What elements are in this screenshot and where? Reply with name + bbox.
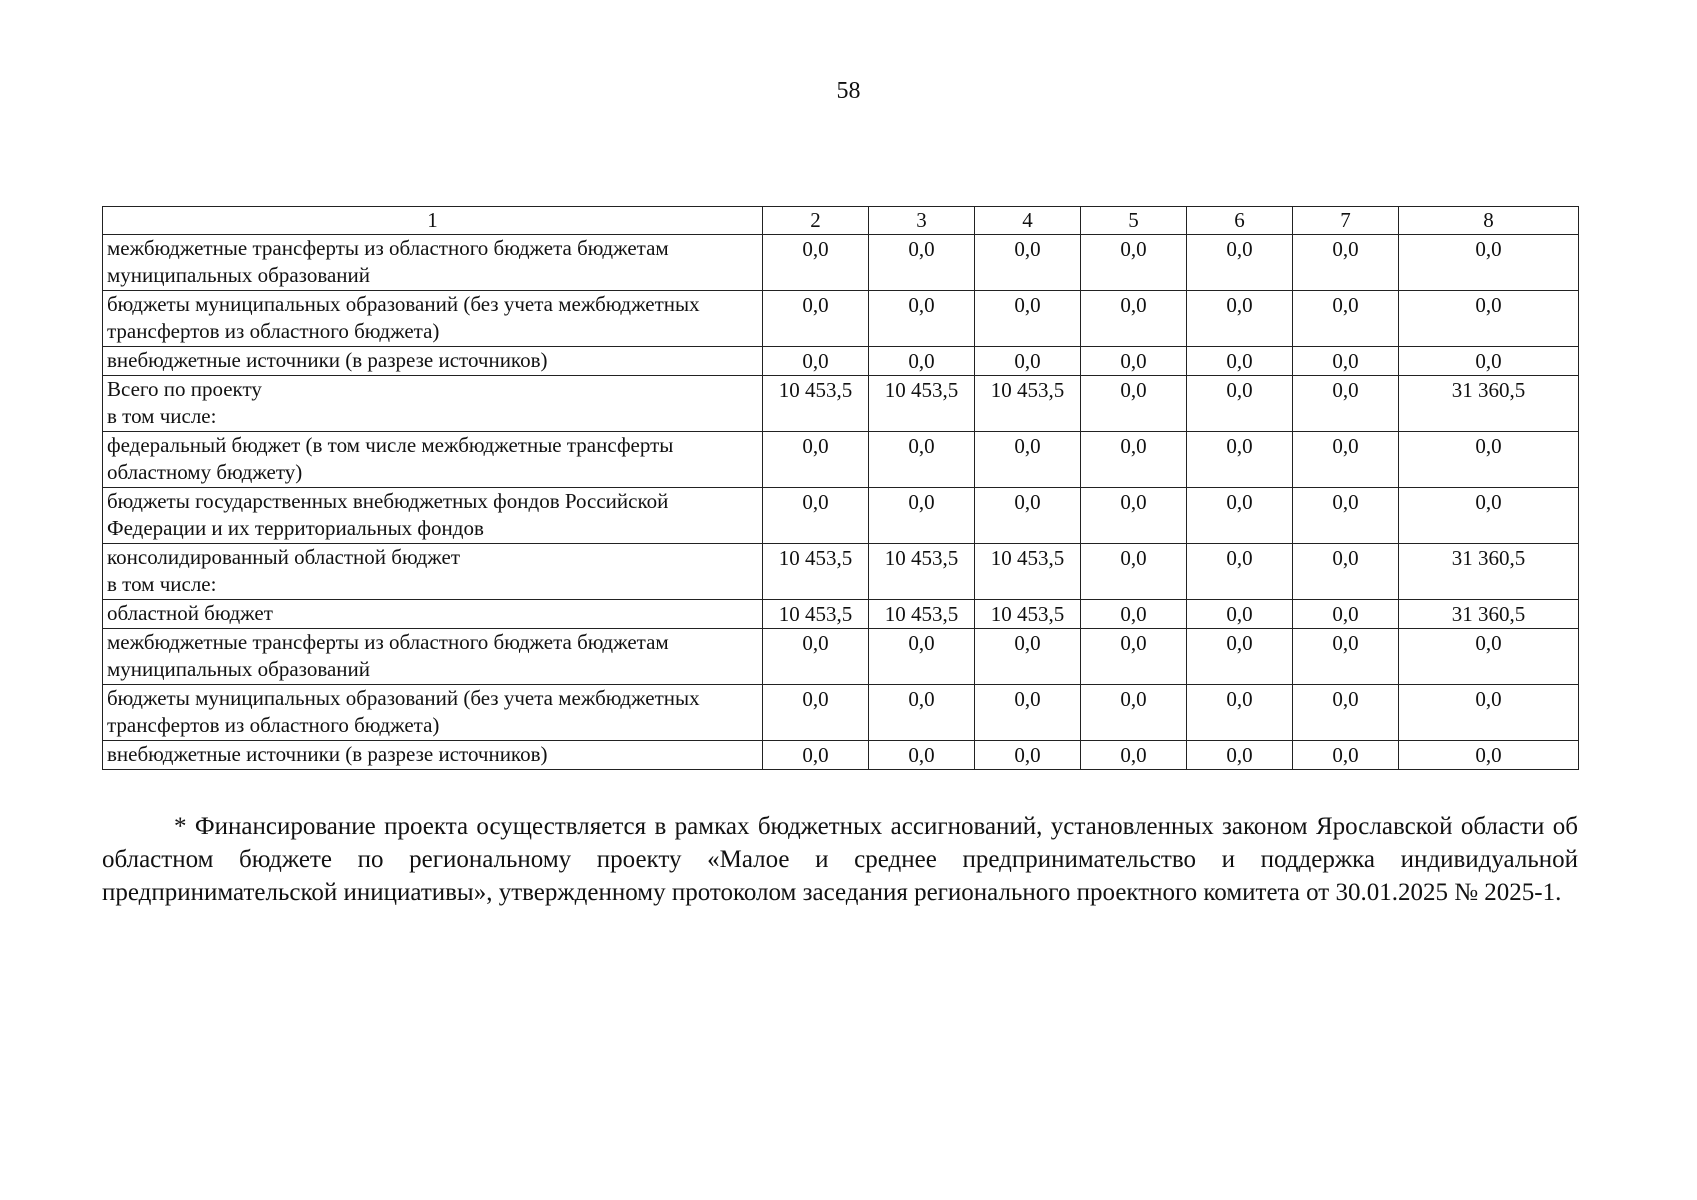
value-cell: 0,0 (1187, 347, 1293, 376)
value-cell: 0,0 (975, 488, 1081, 544)
value-cell: 0,0 (1081, 291, 1187, 347)
value-cell: 0,0 (1081, 235, 1187, 291)
table-row (103, 685, 1579, 741)
row-label: внебюджетные источники (в разрезе источников) (103, 347, 763, 376)
value-cell: 0,0 (763, 291, 869, 347)
row-label: бюджеты муниципальных образований (без учета межбюджетных трансфертов из областного бюджета) (103, 685, 763, 741)
value-cell: 10 453,5 (975, 376, 1081, 432)
value-cell: 0,0 (763, 432, 869, 488)
table-body (103, 235, 1579, 770)
column-header-5: 5 (1081, 207, 1187, 235)
value-cell: 0,0 (869, 685, 975, 741)
value-cell: 0,0 (975, 629, 1081, 685)
financing-table-container (102, 206, 1578, 770)
value-cell: 0,0 (1293, 488, 1399, 544)
table-row (103, 488, 1579, 544)
financing-table (102, 206, 1579, 770)
value-cell: 0,0 (869, 741, 975, 770)
footnote: * Финансирование проекта осуществляется в рамках бюджетных ассигнований, установленных законом Ярославской области об областном бюджете по региональному проекту «Малое и среднее предпринимательство и поддержка индивидуальной предпринимательской инициативы», утвержденному протоколом заседания регионального проектного комитета от 30.01.2025 № 2025-1. (102, 813, 1578, 906)
value-cell: 0,0 (1187, 376, 1293, 432)
value-cell: 0,0 (1187, 600, 1293, 629)
value-cell: 0,0 (1399, 432, 1579, 488)
page-number: 58 (836, 78, 861, 104)
value-cell: 0,0 (1293, 235, 1399, 291)
value-cell: 31 360,5 (1399, 376, 1579, 432)
table-row (103, 741, 1579, 770)
table-row (103, 376, 1579, 432)
value-cell: 0,0 (1293, 741, 1399, 770)
row-label: консолидированный областной бюджет в том числе: (103, 544, 763, 600)
value-cell: 0,0 (975, 432, 1081, 488)
row-label: внебюджетные источники (в разрезе источников) (103, 741, 763, 770)
row-label: бюджеты муниципальных образований (без учета межбюджетных трансфертов из областного бюджета) (103, 291, 763, 347)
value-cell: 0,0 (975, 347, 1081, 376)
value-cell: 0,0 (975, 741, 1081, 770)
row-label: Всего по проекту в том числе: (103, 376, 763, 432)
value-cell: 0,0 (1081, 600, 1187, 629)
value-cell: 0,0 (763, 235, 869, 291)
value-cell: 0,0 (869, 291, 975, 347)
column-header-7: 7 (1293, 207, 1399, 235)
column-header-1: 1 (103, 207, 763, 235)
column-header-2: 2 (763, 207, 869, 235)
value-cell: 10 453,5 (869, 600, 975, 629)
row-label: федеральный бюджет (в том числе межбюджетные трансферты областному бюджету) (103, 432, 763, 488)
value-cell: 0,0 (1399, 235, 1579, 291)
value-cell: 0,0 (1081, 544, 1187, 600)
value-cell: 0,0 (869, 235, 975, 291)
value-cell: 0,0 (1187, 741, 1293, 770)
value-cell: 0,0 (869, 432, 975, 488)
value-cell: 10 453,5 (975, 600, 1081, 629)
value-cell: 0,0 (869, 347, 975, 376)
value-cell: 0,0 (975, 235, 1081, 291)
column-header-8: 8 (1399, 207, 1579, 235)
value-cell: 0,0 (1293, 432, 1399, 488)
value-cell: 31 360,5 (1399, 544, 1579, 600)
value-cell: 0,0 (1081, 432, 1187, 488)
value-cell: 10 453,5 (869, 376, 975, 432)
value-cell: 0,0 (1187, 291, 1293, 347)
value-cell: 0,0 (763, 741, 869, 770)
value-cell: 0,0 (1081, 347, 1187, 376)
value-cell: 0,0 (1081, 488, 1187, 544)
table-row (103, 600, 1579, 629)
value-cell: 0,0 (1187, 432, 1293, 488)
value-cell: 0,0 (869, 488, 975, 544)
value-cell: 0,0 (1187, 629, 1293, 685)
value-cell: 0,0 (763, 347, 869, 376)
value-cell: 0,0 (1399, 488, 1579, 544)
value-cell: 10 453,5 (975, 544, 1081, 600)
row-label: областной бюджет (103, 600, 763, 629)
value-cell: 0,0 (1399, 347, 1579, 376)
value-cell: 0,0 (1293, 347, 1399, 376)
table-row (103, 544, 1579, 600)
value-cell: 0,0 (1399, 629, 1579, 685)
value-cell: 0,0 (1293, 376, 1399, 432)
value-cell: 10 453,5 (763, 376, 869, 432)
value-cell: 0,0 (1081, 685, 1187, 741)
value-cell: 0,0 (869, 629, 975, 685)
table-row (103, 432, 1579, 488)
value-cell: 0,0 (763, 685, 869, 741)
value-cell: 0,0 (1293, 291, 1399, 347)
value-cell: 10 453,5 (869, 544, 975, 600)
value-cell: 10 453,5 (763, 600, 869, 629)
value-cell: 0,0 (1293, 685, 1399, 741)
value-cell: 0,0 (1187, 488, 1293, 544)
value-cell: 31 360,5 (1399, 600, 1579, 629)
column-header-6: 6 (1187, 207, 1293, 235)
value-cell: 0,0 (1293, 600, 1399, 629)
value-cell: 0,0 (1399, 741, 1579, 770)
value-cell: 0,0 (1187, 685, 1293, 741)
row-label: межбюджетные трансферты из областного бюджета бюджетам муниципальных образований (103, 629, 763, 685)
table-row (103, 347, 1579, 376)
value-cell: 0,0 (1081, 376, 1187, 432)
column-header-3: 3 (869, 207, 975, 235)
row-label: бюджеты государственных внебюджетных фондов Российской Федерации и их территориальных фондов (103, 488, 763, 544)
value-cell: 0,0 (1293, 544, 1399, 600)
value-cell: 0,0 (1399, 685, 1579, 741)
value-cell: 0,0 (1081, 629, 1187, 685)
table-row (103, 235, 1579, 291)
table-row (103, 629, 1579, 685)
row-label: межбюджетные трансферты из областного бюджета бюджетам муниципальных образований (103, 235, 763, 291)
value-cell: 0,0 (1293, 629, 1399, 685)
value-cell: 0,0 (975, 685, 1081, 741)
value-cell: 0,0 (763, 488, 869, 544)
value-cell: 0,0 (1081, 741, 1187, 770)
value-cell: 0,0 (975, 291, 1081, 347)
table-row (103, 291, 1579, 347)
value-cell: 0,0 (1187, 235, 1293, 291)
value-cell: 0,0 (1187, 544, 1293, 600)
value-cell: 10 453,5 (763, 544, 869, 600)
value-cell: 0,0 (1399, 291, 1579, 347)
table-header-row (103, 207, 1579, 235)
column-header-4: 4 (975, 207, 1081, 235)
value-cell: 0,0 (763, 629, 869, 685)
